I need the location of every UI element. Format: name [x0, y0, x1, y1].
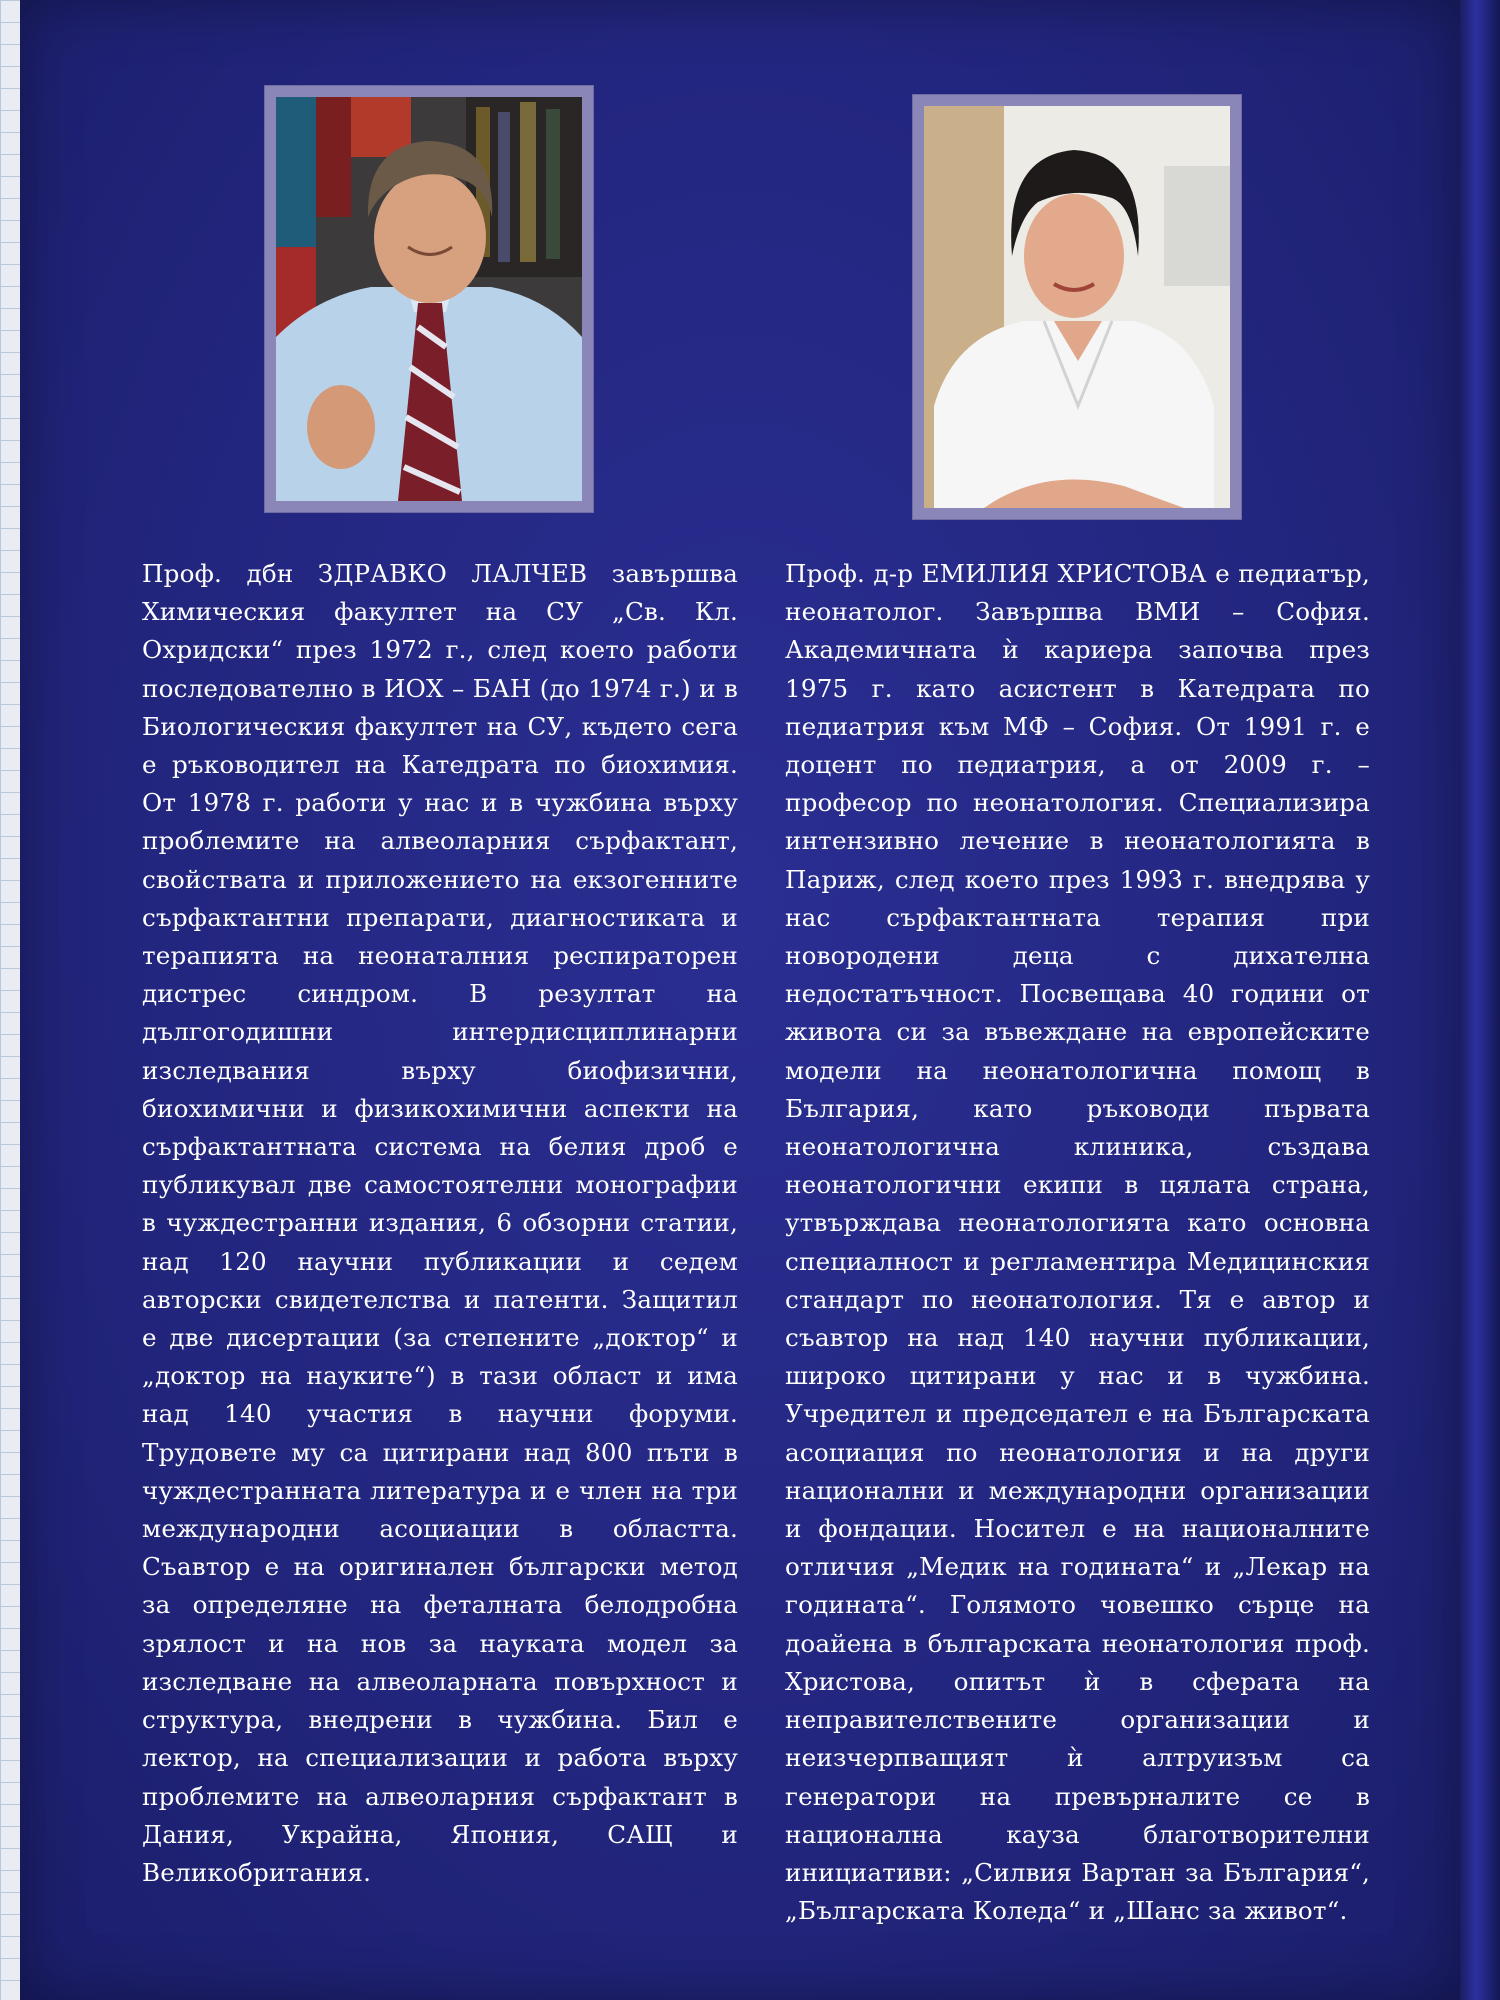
author-bio-hristova: Проф. д-р ЕМИЛИЯ ХРИСТОВА е педиатър, неонатолог. Завършва ВМИ – София. Академичната ѝ кариера започва през 1975 г. като асистент в Катедрата по педиатрия към МФ – София. От 1991 г. е доцент по педиатрия, а от 2009 г. – професор по неонатология. Специализира интензивно лечение в неонатологията в Париж, след което през 1993 г. внедрява у нас сърфактантната терапия при новородени деца с дихателна недостатъчност. Посвещава 40 години от живота си за въвеждане на европейските модели на неонатологична помощ в България, като ръководи първата неонатологична клиника, създава неонатологични екипи в цялата страна, утвърждава неонатологията като основна специалност и регламентира Медицинския стандарт по неонатология. Тя е автор и съавтор на над 140 научни публикации, широко цитирани у нас и в чужбина. Учредител и председател е на Българската асоциация по неонатология и на други национални и международни организации и фондации. Носител е на националните отличия „Медик на годината“ и „Лекар на годината“. Голямото човешко сърце на доайена в българската неонатология проф. Христова, опитът ѝ в сферата на неправителствените организации и неизчерпващият ѝ алтруизъм са генератори на превърналите се в национална кауза благотворителни инициативи: „Силвия Вартан за България“, „Българската Коледа“ и „Шанс за живот“.: [785, 559, 1370, 1926]
author-photo-hristova: [913, 95, 1241, 519]
author-photo-lalchev: [265, 86, 593, 512]
portrait-man-icon: [276, 97, 582, 501]
portrait-woman-icon: [924, 106, 1230, 508]
book-spine-edge: [1460, 0, 1500, 2000]
author-bio-lalchev: Проф. дбн ЗДРАВКО ЛАЛЧЕВ завършва Химическия факултет на СУ „Св. Кл. Охридски“ през 1972 г., след което работи последователно в ИОХ – БАН (до 1974 г.) и в Биологическия факултет на СУ, където сега е ръководител на Катедрата по биохимия. От 1978 г. работи у нас и в чужбина върху проблемите на алвеоларния сърфактант, свойствата и приложението на екзогенните сърфактантни препарати, диагностиката и терапията на неонаталния респираторен дистрес синдром. В резултат на дългогодишни интердисциплинарни изследвания върху биофизични, биохимични и физикохимични аспекти на сърфактантната система на белия дроб е публикувал две самостоятелни монографии в чуждестранни издания, 6 обзорни статии, над 120 научни публикации и седем авторски свидетелства и патенти. Защитил е две дисертации (за степените „доктор“ и „доктор на науките“) в тази област и има над 140 участия в научни форуми. Трудовете му са цитирани над 800 пъти в чуждестранната литература и е член на три международни асоциации в областта. Съавтор е на оригинален български метод за определяне на феталната белодробна зрялост и на нов за науката модел за изследване на алвеоларната повърхност и структура, внедрени в чужбина. Бил е лектор, на специализации и работа върху проблемите на алвеоларния сърфактант в Дания, Украйна, Япония, САЩ и Великобритания.: [142, 559, 738, 1887]
